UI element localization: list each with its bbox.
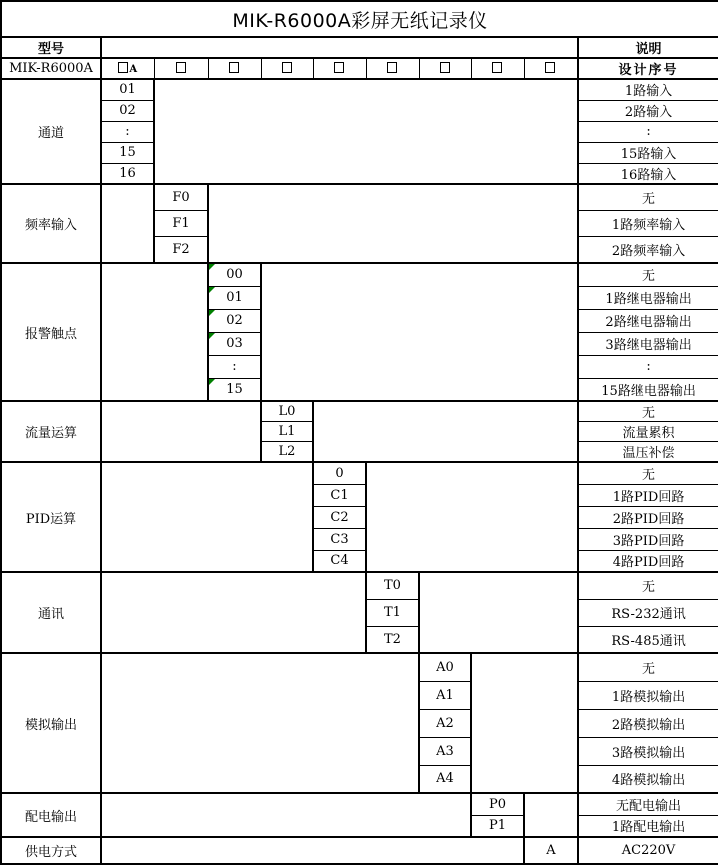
gap: [101, 401, 261, 462]
section-label-alarm-contacts: 报警触点: [1, 263, 101, 401]
desc-cell: 2路频率输入: [578, 236, 718, 263]
section-label-flow-calc: 流量运算: [1, 401, 101, 462]
desc-cell: 温压补偿: [578, 442, 718, 463]
desc-cell: 15路输入: [578, 142, 718, 163]
checkbox-icon: [387, 62, 397, 73]
gap: [366, 462, 578, 572]
section-label-pid: PID运算: [1, 462, 101, 572]
order-code-box-8: [471, 58, 524, 79]
code-cell: A1: [419, 681, 471, 709]
code-cell: A2: [419, 709, 471, 737]
desc-cell: 2路继电器输出: [578, 309, 718, 332]
code-cell: F2: [154, 236, 208, 263]
code-cell: F0: [154, 184, 208, 210]
desc-cell: 1路输入: [578, 79, 718, 100]
desc-cell: :: [578, 355, 718, 378]
gap: [101, 184, 154, 263]
gap: [101, 653, 419, 793]
gap: [154, 79, 578, 184]
desc-cell: 无: [578, 572, 718, 599]
code-cell: C1: [313, 484, 366, 506]
desc-cell: 无: [578, 184, 718, 210]
checkbox-icon: [176, 62, 186, 73]
checkbox-icon: [492, 62, 502, 73]
code-cell: C3: [313, 528, 366, 550]
desc-cell: 1路配电输出: [578, 815, 718, 837]
checkbox-icon: [545, 62, 555, 73]
gap: [101, 572, 366, 653]
desc-cell: 16路输入: [578, 163, 718, 184]
desc-cell: :: [578, 121, 718, 142]
gap: [101, 263, 208, 401]
desc-cell: 1路频率输入: [578, 210, 718, 236]
order-code-box-4: [261, 58, 313, 79]
desc-cell: 1路PID回路: [578, 484, 718, 506]
code-cell: L0: [261, 401, 313, 422]
gap: [419, 572, 578, 653]
checkbox-icon: [118, 62, 128, 73]
checkbox-icon: [440, 62, 450, 73]
code-cell: 15: [101, 142, 154, 163]
desc-cell: 2路PID回路: [578, 506, 718, 528]
desc-cell: 2路输入: [578, 100, 718, 121]
code-cell: 00: [208, 263, 261, 286]
desc-cell: RS-485通讯: [578, 626, 718, 653]
desc-cell: 无: [578, 401, 718, 422]
checkbox-icon: [282, 62, 292, 73]
order-code-box-2: [154, 58, 208, 79]
code-cell: 15: [208, 378, 261, 401]
code-cell: A3: [419, 737, 471, 765]
section-label-power-supply: 供电方式: [1, 837, 101, 864]
desc-cell: AC220V: [578, 837, 718, 864]
desc-cell: 3路继电器输出: [578, 332, 718, 355]
gap: [261, 263, 578, 401]
gap: [524, 793, 578, 837]
code-cell: A: [524, 837, 578, 864]
order-code-box-9: [524, 58, 578, 79]
desc-cell: 3路模拟输出: [578, 737, 718, 765]
desc-cell: 1路模拟输出: [578, 681, 718, 709]
desc-cell: RS-232通讯: [578, 599, 718, 626]
code-cell: 0: [313, 462, 366, 484]
code-cell: :: [101, 121, 154, 142]
code-cell: 16: [101, 163, 154, 184]
code-cell: A4: [419, 765, 471, 793]
gap: [101, 462, 313, 572]
order-code-box-1: [101, 58, 154, 79]
desc-cell: 4路PID回路: [578, 550, 718, 572]
code-cell: T2: [366, 626, 419, 653]
desc-cell: 流量累积: [578, 422, 718, 442]
code-cell: F1: [154, 210, 208, 236]
design-serial-header: 设计序号: [578, 58, 718, 79]
code-cell: T1: [366, 599, 419, 626]
desc-cell: 无: [578, 653, 718, 681]
checkbox-icon: [229, 62, 239, 73]
code-cell: L2: [261, 442, 313, 463]
section-label-communication: 通讯: [1, 572, 101, 653]
order-code-box-6: [366, 58, 419, 79]
page-title: MIK-R6000A彩屏无纸记录仪: [1, 1, 718, 37]
section-label-transmitter-power: 配电输出: [1, 793, 101, 837]
desc-cell: 无配电输出: [578, 793, 718, 815]
code-cell: C4: [313, 550, 366, 572]
code-cell: 03: [208, 332, 261, 355]
gap: [101, 837, 524, 864]
gap: [101, 793, 471, 837]
code-cell: L1: [261, 422, 313, 442]
desc-cell: 无: [578, 462, 718, 484]
checkbox-icon: [334, 62, 344, 73]
desc-cell: 1路继电器输出: [578, 286, 718, 309]
gap: [471, 653, 578, 793]
model-number: MIK-R6000A: [1, 58, 101, 79]
desc-cell: 4路模拟输出: [578, 765, 718, 793]
code-cell: 02: [101, 100, 154, 121]
section-label-analog-output: 模拟输出: [1, 653, 101, 793]
order-code-box-7: [419, 58, 471, 79]
model-column-header: 型号: [1, 37, 101, 58]
code-cell: T0: [366, 572, 419, 599]
desc-cell: 2路模拟输出: [578, 709, 718, 737]
checkbox-suffix: A: [129, 64, 138, 75]
header-gap: [101, 37, 578, 58]
desc-cell: 15路继电器输出: [578, 378, 718, 401]
code-cell: 02: [208, 309, 261, 332]
code-cell: P1: [471, 815, 524, 837]
section-label-frequency-input: 频率输入: [1, 184, 101, 263]
description-column-header: 说明: [578, 37, 718, 58]
code-cell: C2: [313, 506, 366, 528]
code-cell: A0: [419, 653, 471, 681]
code-cell: P0: [471, 793, 524, 815]
code-cell: 01: [101, 79, 154, 100]
order-code-box-5: [313, 58, 366, 79]
code-cell: 01: [208, 286, 261, 309]
code-cell: :: [208, 355, 261, 378]
order-code-box-3: [208, 58, 261, 79]
gap: [208, 184, 578, 263]
section-label-channels: 通道: [1, 79, 101, 184]
gap: [313, 401, 578, 462]
desc-cell: 3路PID回路: [578, 528, 718, 550]
desc-cell: 无: [578, 263, 718, 286]
